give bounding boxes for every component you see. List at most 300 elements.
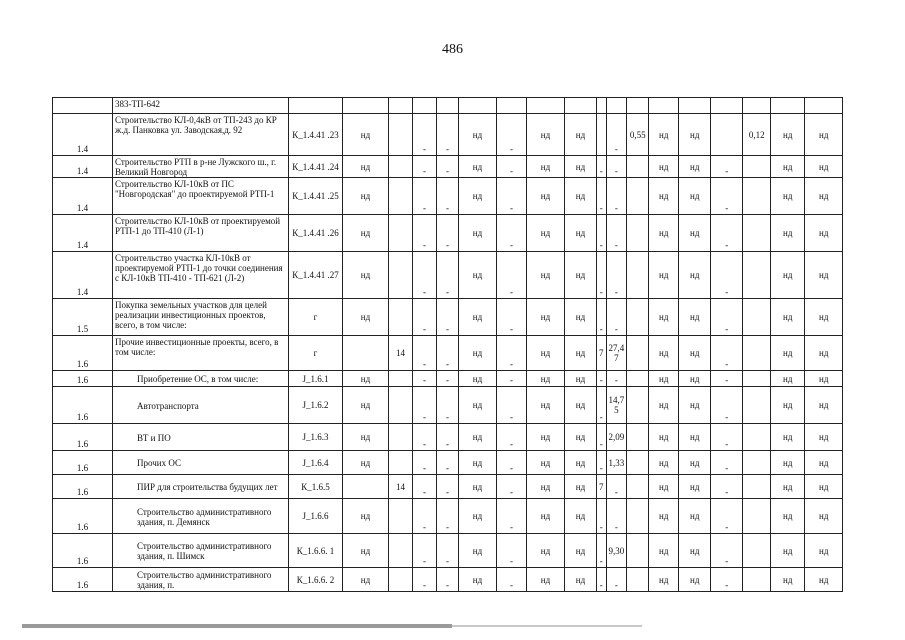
table-row [53,156,843,178]
value-cell [743,215,771,252]
value-cell: нд [649,215,679,252]
value-cell: - [497,178,527,215]
table-row [53,371,843,387]
value-cell: - [437,475,459,499]
value-cell [627,371,649,387]
value-cell: нд [805,568,843,592]
value-cell: - [437,114,459,156]
scan-edge-bar-light [452,625,642,627]
value-cell: - [437,215,459,252]
table-row [53,387,843,424]
value-cell [627,178,649,215]
value-cell [627,336,649,371]
value-cell: нд [771,215,805,252]
value-cell: - [597,156,607,178]
table-row [53,215,843,252]
row-name-cell: Приобретение ОС, в том числе: [113,371,289,387]
value-cell: нд [805,299,843,336]
value-cell: нд [805,451,843,475]
row-number-cell: 1.4 [53,114,113,156]
row-name-cell: Строительство административного здания, п. Демянск [113,499,289,534]
value-cell: нд [527,499,565,534]
value-cell [743,336,771,371]
row-number-cell: 1.6 [53,424,113,451]
value-cell [389,114,413,156]
value-cell: - [413,475,437,499]
value-cell: нд [527,114,565,156]
value-cell: - [497,387,527,424]
row-code-cell: К_1.4.41 .27 [289,252,343,299]
table-row [53,336,843,371]
value-cell: нд [771,371,805,387]
value-cell: нд [771,114,805,156]
value-cell: - [597,252,607,299]
value-cell: нд [649,252,679,299]
value-cell: нд [649,568,679,592]
value-cell: нд [805,534,843,568]
value-cell: - [606,568,627,592]
row-number-cell: 1.6 [53,568,113,592]
value-cell: нд [565,299,597,336]
investment-table [52,97,843,592]
value-cell: - [497,299,527,336]
value-cell: - [497,499,527,534]
value-cell: нд [805,499,843,534]
value-cell [343,475,389,499]
value-cell: нд [527,424,565,451]
row-code-cell: К_1.4.41 .26 [289,215,343,252]
value-cell [389,215,413,252]
row-code-cell: К_1.4.41 .25 [289,178,343,215]
value-cell: - [606,371,627,387]
value-cell: нд [527,534,565,568]
value-cell: - [497,215,527,252]
value-cell: нд [771,534,805,568]
value-cell: - [606,215,627,252]
value-cell: нд [459,215,497,252]
value-cell [627,387,649,424]
value-cell: нд [459,568,497,592]
value-cell [743,451,771,475]
value-cell: нд [343,178,389,215]
value-cell: - [606,475,627,499]
value-cell [389,387,413,424]
value-cell: нд [805,387,843,424]
value-cell: нд [459,156,497,178]
value-cell [743,534,771,568]
value-cell [743,568,771,592]
value-cell [743,475,771,499]
value-cell: - [711,371,743,387]
value-cell [343,336,389,371]
value-cell: нд [805,424,843,451]
row-number-cell: 1.6 [53,336,113,371]
row-name-cell: Строительство КЛ-10кВ от проектируемой РТП-1 до ТП-410 (Л-1) [113,215,289,252]
value-cell: нд [805,371,843,387]
row-name-cell: 383-ТП-642 [113,98,289,114]
row-name-cell: Строительство участка КЛ-10кВ от проектируемой РТП-1 до точки соединения с КЛ-10кВ ТП-410 - ТП-621 (Л-2) [113,252,289,299]
row-number-cell: 1.6 [53,451,113,475]
value-cell: нд [459,499,497,534]
value-cell: - [711,252,743,299]
value-cell: нд [679,475,711,499]
value-cell: нд [679,371,711,387]
row-code-cell: J_1.6.3 [289,424,343,451]
row-code-cell: J_1.6.6 [289,499,343,534]
value-cell: - [437,424,459,451]
table-row [53,114,843,156]
row-code-cell: J_1.6.4 [289,451,343,475]
value-cell: - [413,499,437,534]
value-cell: нд [343,424,389,451]
value-cell: нд [649,424,679,451]
value-cell: - [413,568,437,592]
value-cell: нд [679,252,711,299]
value-cell: - [437,252,459,299]
value-cell [389,156,413,178]
value-cell: - [597,568,607,592]
value-cell [627,299,649,336]
value-cell: нд [771,178,805,215]
row-code-cell: К_1.4.41 .24 [289,156,343,178]
value-cell: - [497,114,527,156]
row-name-cell: Автотранспорта [113,387,289,424]
row-number-cell: 1.4 [53,178,113,215]
row-code-cell: К_1.6.6. 2 [289,568,343,592]
value-cell [389,178,413,215]
value-cell: нд [679,156,711,178]
value-cell [627,568,649,592]
row-name-cell: ВТ и ПО [113,424,289,451]
value-cell: - [497,534,527,568]
row-code-cell: К_1.6.6. 1 [289,534,343,568]
value-cell: нд [679,336,711,371]
value-cell: нд [649,299,679,336]
table-row [53,252,843,299]
value-cell: нд [771,387,805,424]
value-cell: - [711,499,743,534]
value-cell: нд [459,299,497,336]
value-cell: - [413,424,437,451]
value-cell: нд [343,451,389,475]
row-number-cell: 1.6 [53,371,113,387]
value-cell: нд [459,178,497,215]
value-cell [627,424,649,451]
table-row [53,534,843,568]
value-cell: 1,33 [606,451,627,475]
value-cell: нд [343,387,389,424]
value-cell: 0,12 [743,114,771,156]
value-cell: нд [679,534,711,568]
value-cell: 9,30 [606,534,627,568]
value-cell: нд [343,114,389,156]
value-cell: нд [805,252,843,299]
value-cell: нд [527,451,565,475]
value-cell: - [413,451,437,475]
value-cell: нд [459,371,497,387]
value-cell [743,499,771,534]
value-cell: нд [649,178,679,215]
value-cell [389,568,413,592]
value-cell [389,451,413,475]
value-cell: 0,55 [627,114,649,156]
value-cell: - [413,252,437,299]
value-cell: 14,7 5 [606,387,627,424]
value-cell: нд [565,114,597,156]
value-cell: нд [565,499,597,534]
row-name-cell: Прочих ОС [113,451,289,475]
value-cell: - [597,178,607,215]
value-cell: нд [459,336,497,371]
value-cell [743,299,771,336]
value-cell: нд [649,475,679,499]
value-cell: 7 [597,475,607,499]
value-cell [627,215,649,252]
value-cell [389,534,413,568]
value-cell: - [597,534,607,568]
value-cell: нд [771,424,805,451]
value-cell: - [413,178,437,215]
value-cell: нд [771,499,805,534]
value-cell: - [606,114,627,156]
row-code-cell: К_1.4.41 .23 [289,114,343,156]
value-cell: - [497,156,527,178]
row-code-cell: J_1.6.1 [289,371,343,387]
value-cell: нд [649,114,679,156]
value-cell: нд [805,215,843,252]
value-cell: нд [527,215,565,252]
value-cell [627,156,649,178]
value-cell: - [711,215,743,252]
value-cell: нд [771,299,805,336]
value-cell: - [597,387,607,424]
value-cell: - [413,215,437,252]
value-cell: 14 [389,475,413,499]
row-number-cell: 1.4 [53,156,113,178]
value-cell: нд [805,475,843,499]
value-cell: нд [459,252,497,299]
value-cell: нд [459,451,497,475]
value-cell: нд [649,534,679,568]
value-cell: - [711,336,743,371]
row-name-cell: Строительство КЛ-0,4кВ от ТП-243 до КР ж.д. Панковка ул. Заводская,д. 92 [113,114,289,156]
value-cell [389,424,413,451]
value-cell: - [497,568,527,592]
value-cell: нд [527,178,565,215]
value-cell: - [597,215,607,252]
value-cell: нд [679,178,711,215]
value-cell: - [497,451,527,475]
value-cell: нд [771,336,805,371]
table-row [53,299,843,336]
row-number-cell [53,98,113,114]
value-cell: нд [805,114,843,156]
page-number: 486 [442,42,463,57]
value-cell: нд [343,534,389,568]
value-cell: нд [565,215,597,252]
value-cell: - [437,451,459,475]
value-cell: нд [649,336,679,371]
value-cell: нд [805,156,843,178]
row-name-cell: Прочие инвестиционные проекты, всего, в том числе: [113,336,289,371]
value-cell: - [711,387,743,424]
table-row [53,178,843,215]
value-cell: нд [679,424,711,451]
value-cell [597,114,607,156]
table-row [53,499,843,534]
value-cell [627,451,649,475]
value-cell: нд [649,156,679,178]
value-cell: нд [459,114,497,156]
value-cell: нд [679,114,711,156]
row-name-cell: Строительство КЛ-10кВ от ПС "Новгородская" до проектируемой РТП-1 [113,178,289,215]
value-cell: нд [343,371,389,387]
value-cell: - [437,499,459,534]
value-cell: - [497,424,527,451]
value-cell: - [437,178,459,215]
value-cell: нд [649,371,679,387]
row-name-cell: Строительство РТП в р-не Лужского ш., г. Великий Новгород [113,156,289,178]
value-cell: 27,4 7 [606,336,627,371]
value-cell: - [413,534,437,568]
value-cell: - [711,568,743,592]
row-number-cell: 1.6 [53,387,113,424]
value-cell: - [597,424,607,451]
table-row [53,98,843,114]
value-cell: нд [527,387,565,424]
value-cell: нд [679,568,711,592]
value-cell: - [597,371,607,387]
value-cell: - [413,336,437,371]
row-number-cell: 1.6 [53,475,113,499]
value-cell: - [437,534,459,568]
value-cell [743,371,771,387]
value-cell [389,299,413,336]
row-number-cell: 1.5 [53,299,113,336]
value-cell [743,178,771,215]
value-cell [627,252,649,299]
value-cell [627,534,649,568]
value-cell: - [413,114,437,156]
value-cell: нд [565,451,597,475]
table-body [53,98,843,592]
row-number-cell: 1.6 [53,534,113,568]
value-cell: - [437,299,459,336]
value-cell [743,424,771,451]
value-cell: нд [565,336,597,371]
row-code-cell: К_1.6.5 [289,475,343,499]
value-cell: - [597,451,607,475]
value-cell: - [437,387,459,424]
row-code-cell: г [289,299,343,336]
row-name-cell: ПИР для строительства будущих лет [113,475,289,499]
value-cell: нд [649,387,679,424]
row-code-cell: J_1.6.2 [289,387,343,424]
value-cell: - [497,252,527,299]
value-cell: нд [679,499,711,534]
value-cell: нд [459,475,497,499]
table-row [53,424,843,451]
row-name-cell: Строительство административного здания, п. Шимск [113,534,289,568]
value-cell: нд [527,156,565,178]
value-cell: нд [649,451,679,475]
value-cell: нд [527,568,565,592]
value-cell: нд [805,336,843,371]
table-row [53,451,843,475]
value-cell: нд [679,299,711,336]
value-cell: - [497,336,527,371]
value-cell: нд [343,252,389,299]
value-cell: - [711,534,743,568]
value-cell: нд [527,475,565,499]
value-cell: - [711,451,743,475]
value-cell: - [711,156,743,178]
value-cell: - [606,178,627,215]
row-number-cell: 1.4 [53,252,113,299]
value-cell: 2,09 [606,424,627,451]
value-cell: - [437,371,459,387]
value-cell: нд [527,252,565,299]
value-cell: нд [343,299,389,336]
value-cell: - [606,499,627,534]
value-cell [389,252,413,299]
value-cell: нд [343,568,389,592]
value-cell [627,499,649,534]
row-number-cell: 1.4 [53,215,113,252]
value-cell [389,371,413,387]
row-name-cell: Строительство административного здания, п. [113,568,289,592]
value-cell: нд [343,215,389,252]
row-name-cell: Покупка земельных участков для целей реализации инвестиционных проектов, всего, в том числе: [113,299,289,336]
value-cell: нд [771,451,805,475]
value-cell: - [597,299,607,336]
table-row [53,568,843,592]
value-cell: - [413,299,437,336]
value-cell: нд [771,156,805,178]
value-cell: нд [565,252,597,299]
value-cell: - [437,336,459,371]
value-cell [743,387,771,424]
value-cell: нд [565,568,597,592]
value-cell: - [437,568,459,592]
value-cell: нд [565,178,597,215]
value-cell: нд [679,387,711,424]
value-cell: нд [565,387,597,424]
value-cell: нд [343,499,389,534]
value-cell: - [413,371,437,387]
value-cell: нд [565,424,597,451]
value-cell: нд [565,371,597,387]
value-cell: нд [565,475,597,499]
value-cell: нд [679,451,711,475]
value-cell [627,475,649,499]
value-cell: нд [459,387,497,424]
value-cell: нд [805,178,843,215]
value-cell: нд [343,156,389,178]
value-cell: нд [527,299,565,336]
row-code-cell: г [289,336,343,371]
scan-edge-bar [22,624,452,628]
value-cell: 14 [389,336,413,371]
value-cell: нд [771,568,805,592]
value-cell [389,499,413,534]
value-cell: нд [459,424,497,451]
value-cell: - [437,156,459,178]
value-cell: - [711,299,743,336]
value-cell [743,156,771,178]
value-cell: - [606,252,627,299]
value-cell: - [606,156,627,178]
